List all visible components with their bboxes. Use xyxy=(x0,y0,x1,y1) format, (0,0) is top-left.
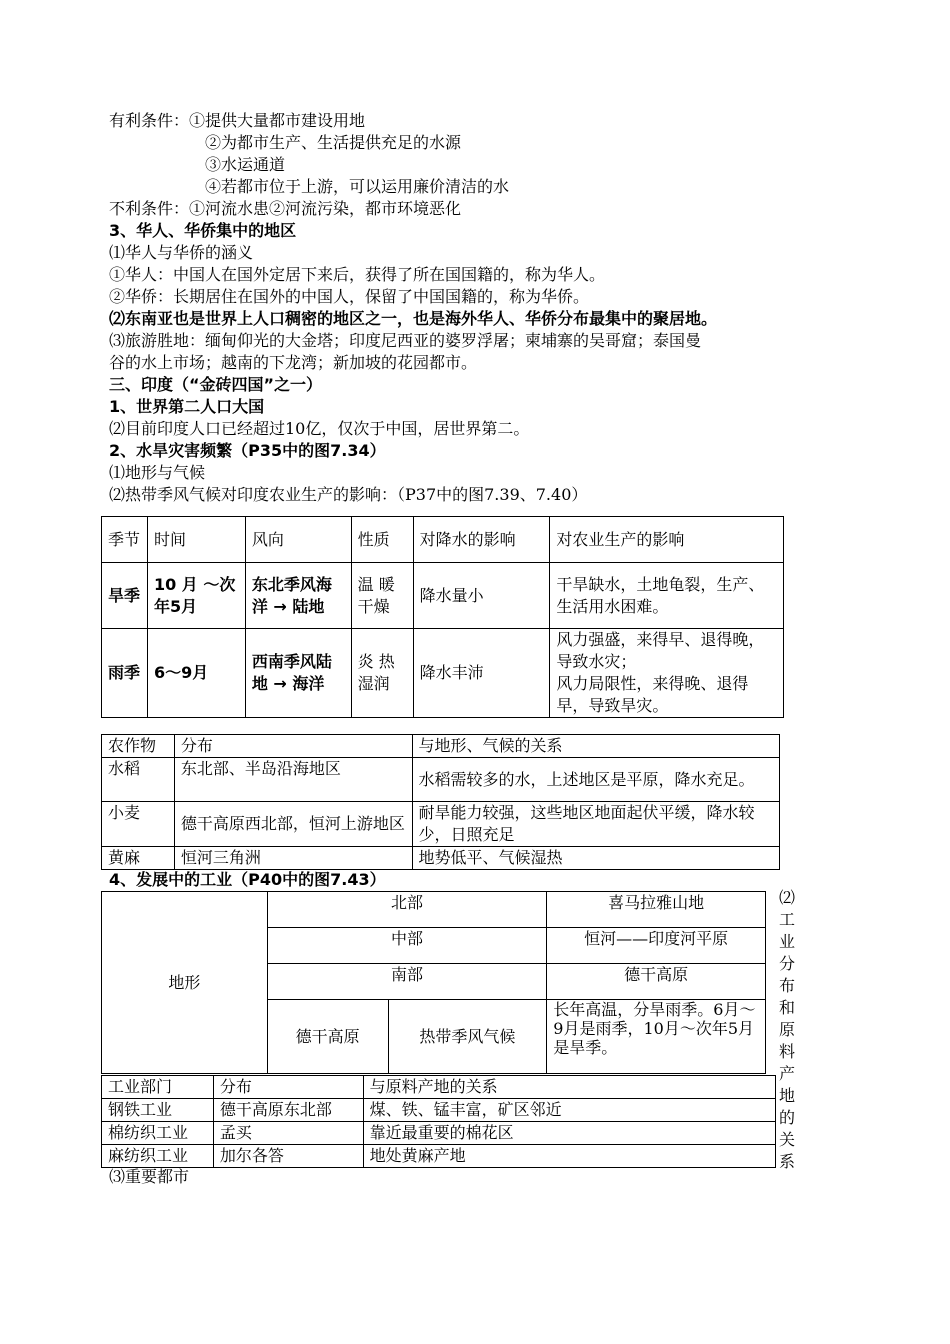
nature-cell: 温 暖干燥 xyxy=(351,563,413,629)
header-cell: 分布 xyxy=(213,1076,363,1099)
header-cell: 与原料产地的关系 xyxy=(363,1076,775,1099)
industry-cell: 棉纺织工业 xyxy=(102,1122,214,1145)
climate-desc-cell: 长年高温，分旱雨季。6月～9月是雨季，10月～次年5月是旱季。 xyxy=(547,1000,766,1074)
distribution-cell: 德干高原东北部 xyxy=(213,1099,363,1122)
region-cell: 南部 xyxy=(267,964,547,1000)
plateau-cell: 德干高原 xyxy=(267,1000,388,1074)
header-cell: 时间 xyxy=(147,517,245,563)
table-header-row xyxy=(102,735,780,758)
text-line: ⑶旅游胜地：缅甸仰光的大金塔；印度尼西亚的婆罗浮屠；柬埔寨的吴哥窟；泰国曼 xyxy=(109,331,702,350)
agri-text-1: 风力强盛，来得早、退得晚，导致水灾； xyxy=(556,630,765,671)
table-row xyxy=(102,629,784,718)
table-row xyxy=(102,1122,776,1145)
table-row xyxy=(102,802,780,847)
crop-cell: 黄麻 xyxy=(102,847,175,870)
relation-cell: 地处黄麻产地 xyxy=(363,1145,775,1168)
text-line: ⑴华人与华侨的涵义 xyxy=(109,243,254,262)
relation-cell: 靠近最重要的棉花区 xyxy=(363,1122,775,1145)
rain-cell: 降水丰沛 xyxy=(413,629,550,718)
wind-cell: 西南季风陆 地 → 海洋 xyxy=(245,629,351,718)
landform-cell: 恒河——印度河平原 xyxy=(547,928,766,964)
text-line: ⑵目前印度人口已经超过10亿，仅次于中国，居世界第二。 xyxy=(109,419,530,438)
season-cell: 雨季 xyxy=(102,629,148,718)
text-line: ①华人：中国人在国外定居下来后，获得了所在国国籍的，称为华人。 xyxy=(109,265,606,284)
side-note: ⑵工业分布和原料产地的关系 xyxy=(779,888,796,1171)
favorable-condition-2: ②为都市生产、生活提供充足的水源 xyxy=(205,133,462,152)
table-row xyxy=(102,1099,776,1122)
text-line: ⑴地形与气候 xyxy=(109,463,206,482)
relation-cell: 耐旱能力较强，这些地区地面起伏平缓，降水较少，日照充足 xyxy=(412,802,779,847)
season-cell: 旱季 xyxy=(102,563,148,629)
distribution-cell: 德干高原西北部，恒河上游地区 xyxy=(174,802,412,847)
text-line-bold: ⑵东南亚也是世界上人口稠密的地区之一，也是海外华人、华侨分布最集中的聚居地。 xyxy=(109,309,718,328)
table-row xyxy=(102,563,784,629)
terrain-table xyxy=(101,891,766,1074)
text-line: ⑵热带季风气候对印度农业生产的影响：（P37中的图7.39、7.40） xyxy=(109,485,588,504)
table-header-row xyxy=(102,1076,776,1099)
monsoon-table xyxy=(101,516,784,718)
header-cell: 分布 xyxy=(174,735,412,758)
chapter-heading: 三、印度（“金砖四国”之一） xyxy=(109,375,323,394)
agri-cell: 干旱缺水，土地龟裂，生产、生活用水困难。 xyxy=(550,563,784,629)
industry-cell: 钢铁工业 xyxy=(102,1099,214,1122)
agri-cell xyxy=(550,629,784,718)
wind-cell: 东北季风海 洋 → 陆地 xyxy=(245,563,351,629)
region-cell: 中部 xyxy=(267,928,547,964)
distribution-cell: 孟买 xyxy=(213,1122,363,1145)
relation-cell: 水稻需较多的水，上述地区是平原，降水充足。 xyxy=(412,758,779,802)
header-cell: 与地形、气候的关系 xyxy=(412,735,779,758)
distribution-cell: 东北部、半岛沿海地区 xyxy=(174,758,412,802)
table-row xyxy=(102,1145,776,1168)
relation-cell: 煤、铁、锰丰富，矿区邻近 xyxy=(363,1099,775,1122)
text-line: ⑶重要都市 xyxy=(109,1167,190,1186)
crop-cell: 小麦 xyxy=(102,802,175,847)
crop-cell: 水稻 xyxy=(102,758,175,802)
section-heading-2: 2、水旱灾害频繁（P35中的图7.34） xyxy=(109,441,386,460)
region-cell: 北部 xyxy=(267,892,547,928)
table-header-row xyxy=(102,517,784,563)
header-cell: 对降水的影响 xyxy=(413,517,550,563)
relation-cell: 地势低平、气候湿热 xyxy=(412,847,779,870)
agri-text-2: 风力局限性，来得晚、退得早，导致旱灾。 xyxy=(556,674,749,715)
climate-cell: 热带季风气候 xyxy=(388,1000,547,1074)
section-heading-4: 4、发展中的工业（P40中的图7.43） xyxy=(109,870,386,889)
terrain-label-cell: 地形 xyxy=(102,892,268,1074)
unfavorable-conditions-line: 不利条件：①河流水患②河流污染，都市环境恶化 xyxy=(109,199,462,218)
distribution-cell: 恒河三角洲 xyxy=(174,847,412,870)
header-cell: 农作物 xyxy=(102,735,175,758)
section-heading-3: 3、华人、华侨集中的地区 xyxy=(109,221,297,240)
table-row xyxy=(102,758,780,802)
section-heading-1: 1、世界第二人口大国 xyxy=(109,397,265,416)
crop-table xyxy=(101,734,780,870)
table-row xyxy=(102,892,766,928)
header-cell: 对农业生产的影响 xyxy=(550,517,784,563)
landform-cell: 德干高原 xyxy=(547,964,766,1000)
time-cell: 6～9月 xyxy=(147,629,245,718)
landform-cell: 喜马拉雅山地 xyxy=(547,892,766,928)
header-cell: 工业部门 xyxy=(102,1076,214,1099)
text-line: 谷的水上市场；越南的下龙湾；新加坡的花园都市。 xyxy=(109,353,478,372)
time-cell: 10 月 ～次年5月 xyxy=(147,563,245,629)
table-row xyxy=(102,847,780,870)
header-cell: 季节 xyxy=(102,517,148,563)
favorable-condition-3: ③水运通道 xyxy=(205,155,286,174)
text-line: ②华侨：长期居住在国外的中国人，保留了中国国籍的，称为华侨。 xyxy=(109,287,590,306)
distribution-cell: 加尔各答 xyxy=(213,1145,363,1168)
industry-table xyxy=(101,1075,776,1168)
industry-cell: 麻纺织工业 xyxy=(102,1145,214,1168)
favorable-condition-4: ④若都市位于上游，可以运用廉价清洁的水 xyxy=(205,177,510,196)
header-cell: 风向 xyxy=(245,517,351,563)
header-cell: 性质 xyxy=(351,517,413,563)
favorable-conditions-line: 有利条件：①提供大量都市建设用地 xyxy=(109,111,366,130)
rain-cell: 降水量小 xyxy=(413,563,550,629)
nature-cell: 炎 热湿润 xyxy=(351,629,413,718)
